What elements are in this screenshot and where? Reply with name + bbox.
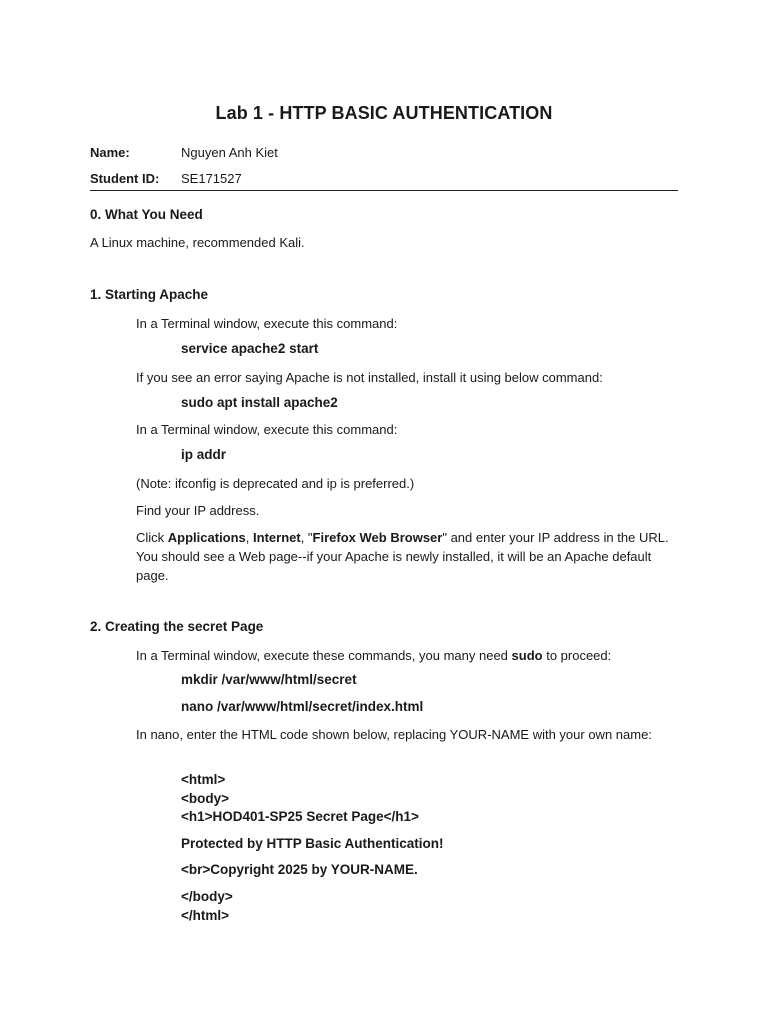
section-2-para-1 [136,646,681,665]
html-code-block-1: <html> <body> <h1>HOD401-SP25 Secret Page</h1> [181,772,419,824]
command-ip-addr: ip addr [181,447,227,462]
section-1-para-1: In a Terminal window, execute this command: [136,316,398,331]
html-code-copyright-line: <br>Copyright 2025 by YOUR-NAME. [181,862,418,877]
section-1-para-3: In a Terminal window, execute this command: [136,422,398,437]
html-code-protected-line: Protected by HTTP Basic Authentication! [181,836,444,851]
section-1-heading: 1. Starting Apache [90,287,209,302]
para-6-text-c: , " [300,530,313,545]
page-title: Lab 1 - HTTP BASIC AUTHENTICATION [215,103,553,123]
section-0-text: A Linux machine, recommended Kali. [90,235,305,250]
name-label: Name: [90,145,130,160]
student-id-label: Student ID: [90,171,160,186]
sudo-term: sudo [511,648,543,663]
para-6-text-b: , [245,530,254,545]
para-6-text-a: Click [136,530,168,545]
section-2-para-1-b: to proceed: [542,648,612,663]
firefox-term: Firefox Web Browser [312,530,443,545]
internet-term: Internet [253,530,301,545]
html-code-block-2: </body> </html> [181,889,233,923]
section-2-para-1-a: In a Terminal window, execute these commands, you many need [136,648,512,663]
name-value: Nguyen Anh Kiet [181,145,278,160]
section-1-para-2: If you see an error saying Apache is not installed, install it using below command: [136,370,603,385]
section-1-para-5: Find your IP address. [136,503,260,518]
para-6-text-d: " and enter your IP address in the URL. You should see a Web page--if your Apache is newly installed, it will be an Apache default page. [136,530,669,583]
section-1-para-6 [136,528,681,585]
command-mkdir-secret: mkdir /var/www/html/secret [181,672,357,687]
section-1-note: (Note: ifconfig is deprecated and ip is preferred.) [136,476,415,491]
applications-term: Applications [167,530,246,545]
section-2-heading: 2. Creating the secret Page [90,619,264,634]
header-divider [90,190,678,191]
section-2-para-2: In nano, enter the HTML code shown below, replacing YOUR-NAME with your own name: [136,727,652,742]
student-id-value: SE171527 [181,171,242,186]
command-nano-index: nano /var/www/html/secret/index.html [181,699,424,714]
command-service-apache2-start: service apache2 start [181,341,319,356]
section-0-heading: 0. What You Need [90,207,203,222]
command-install-apache2: sudo apt install apache2 [181,395,338,410]
